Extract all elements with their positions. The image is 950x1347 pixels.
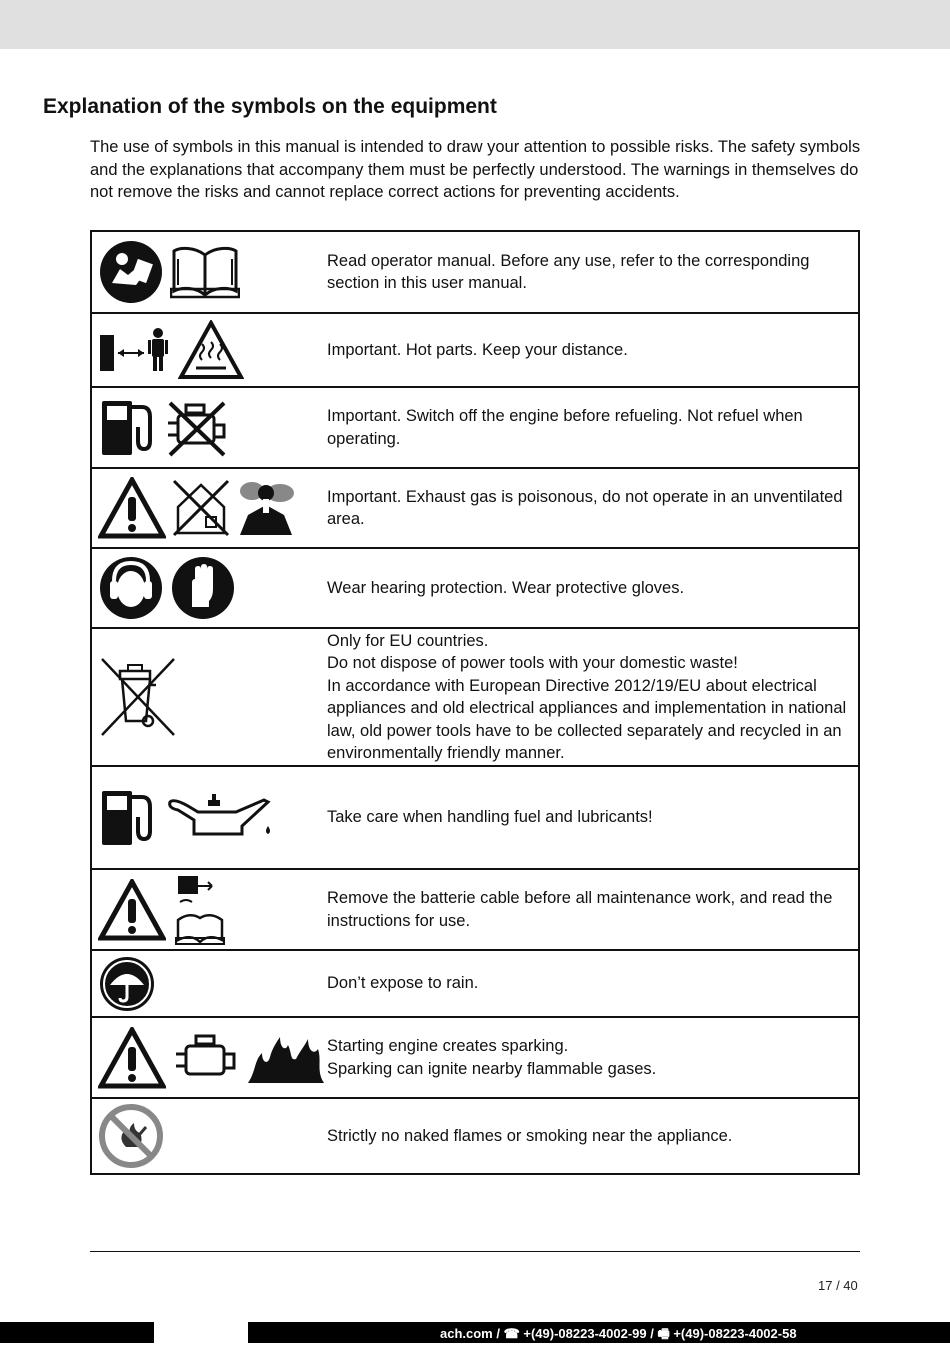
symbol-description [327,468,859,548]
symbol-description [327,1017,859,1098]
description-line: Important. Hot parts. Keep your distance. [327,340,628,359]
symbol-description [327,869,859,950]
engine-crossed-icon [164,397,230,459]
symbol-row [91,628,859,766]
symbol-description [327,231,859,313]
house-crossed-icon [172,479,230,537]
intro-paragraph: The use of symbols in this manual is intended to draw your attention to possible risks. The safety symbols and the explanations that accompany them must be perfectly understood. The warnings in themselves do not remove the risks and cannot replace correct actions for preventing accidents. [90,138,861,201]
symbol-row [91,387,859,468]
symbol-row [91,766,859,869]
symbol-row [91,468,859,548]
symbol-description [327,1098,859,1174]
description-line: Take care when handling fuel and lubricants! [327,808,653,827]
symbol-description [327,387,859,468]
symbol-row [91,950,859,1017]
symbol-row [91,313,859,387]
symbol-row [91,869,859,950]
warning-icon [98,879,166,941]
no-open-flame-icon [98,1103,164,1169]
umbrella-icon [98,955,156,1013]
page-title: Explanation of the symbols on the equipment [43,95,497,118]
symbol-icons-cell [91,950,327,1017]
symbol-icons-cell [91,231,327,313]
symbol-description [327,548,859,628]
fuel-pump-icon [98,397,158,459]
symbol-row [91,1017,859,1098]
symbol-row [91,231,859,313]
symbol-icons-cell [91,548,327,628]
description-line: Read operator manual. Before any use, refer to the corresponding section in this user manual. [327,251,810,292]
page-number: 17 / 40 [818,1278,858,1293]
description-line: Important. Exhaust gas is poisonous, do not operate in an unventilated area. [327,487,843,528]
keep-distance-icon [98,323,172,377]
description-line: In accordance with European Directive 2012/19/EU about electrical appliances and old electrical appliances and implementation in national law, old power tools have to be collected separately and recycled in an environmentally friendly manner. [327,676,847,762]
description-line: Don’t expose to rain. [327,974,479,993]
fuel-pump-icon [98,787,158,849]
symbol-icons-cell [91,628,327,766]
open-book-icon [170,245,240,299]
symbol-description [327,950,859,1017]
symbol-icons-cell [91,1017,327,1098]
symbol-icons-cell [91,387,327,468]
symbol-icons-cell [91,869,327,950]
symbol-icons-cell [91,313,327,387]
warning-icon [98,1027,166,1089]
footer-rule [90,1251,860,1252]
hearing-protection-icon [98,555,164,621]
symbol-description [327,313,859,387]
warning-icon [98,477,166,539]
symbol-icons-cell [91,766,327,869]
description-line: Do not dispose of power tools with your domestic waste! [327,654,738,672]
oil-can-icon [164,788,274,848]
read-manual-icon [98,239,164,305]
symbol-row [91,548,859,628]
symbol-row [91,1098,859,1174]
protective-gloves-icon [170,555,236,621]
top-bar [0,0,950,49]
symbol-description [327,766,859,869]
symbol-description [327,628,859,766]
toxic-gas-icon [236,479,296,537]
symbols-table [90,230,860,1175]
description-line: Wear hearing protection. Wear protective gloves. [327,578,685,597]
symbol-icons-cell [91,1098,327,1174]
description-line: Only for EU countries. [327,631,489,650]
footer-contact: ach.com / ☎ +(49)-08223-4002-99 / 🖷 +(49)-08223-4002-58 [440,1326,797,1341]
description-line: Remove the batterie cable before all maintenance work, and read the instructions for use. [327,889,833,930]
flames-icon [246,1031,326,1085]
footer-bar-left [0,1322,154,1343]
crossed-bin-icon [98,655,178,739]
engine-icon [172,1032,240,1084]
symbol-icons-cell [91,468,327,548]
description-line: Starting engine creates sparking. [327,1037,569,1055]
battery-manual-icon [172,872,228,948]
description-line: Important. Switch off the engine before refueling. Not refuel when operating. [327,407,803,448]
hot-surface-icon [178,320,244,380]
description-line: Sparking can ignite nearby flammable gases. [327,1059,657,1078]
description-line: Strictly no naked flames or smoking near the appliance. [327,1126,733,1145]
